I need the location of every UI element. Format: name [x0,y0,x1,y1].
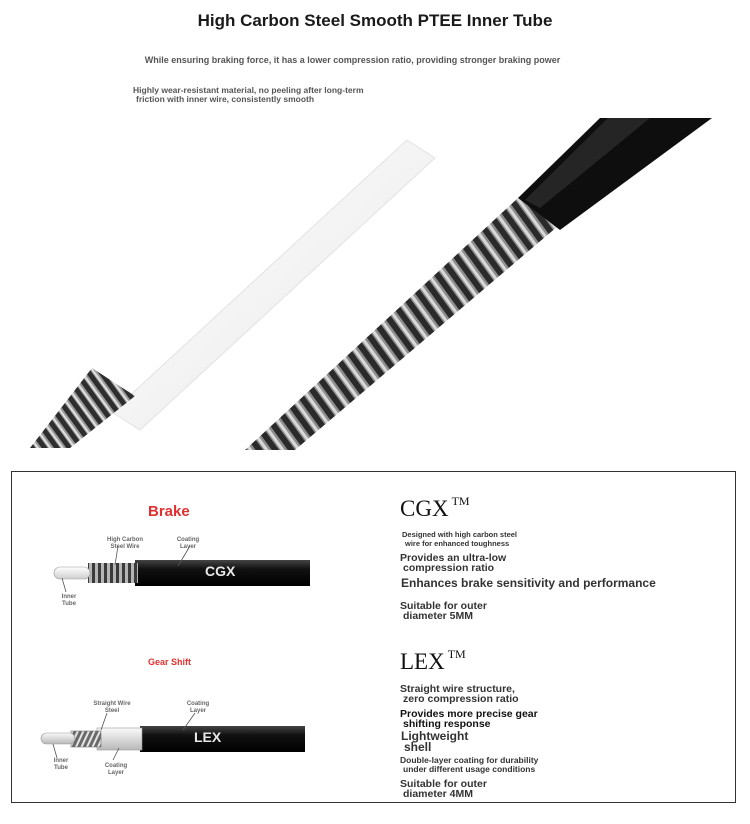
feature-line: under different usage conditions [403,764,536,774]
lex-feature-5 [400,779,487,799]
cgx-feature-2 [400,553,506,573]
callout-label-line: Steel Wire [110,543,140,550]
cgx-feature-4 [400,601,487,621]
material-note-line-2: friction with inner wire, consistently smooth [136,94,315,104]
cgx-inner-tube [54,567,90,579]
ptfe-tube-shape [112,140,435,430]
brake-section-label: Brake [148,503,190,520]
callout-label-line: Coating [176,537,200,543]
callout-label-line: Inner [53,758,69,764]
callout-coating-layer-bottom [96,763,136,776]
lex-cable-text: LEX [194,729,222,745]
callout-inner-tube [44,758,78,771]
callout-label-line: Layer [189,707,206,714]
lex-coating-layer [97,728,142,750]
lex-feature-4 [400,756,538,774]
cgx-feature-3 [401,577,656,589]
feature-line: Enhances brake sensitivity and performance [401,576,656,590]
trademark-symbol: TM [447,647,466,661]
feature-line: diameter 4MM [403,788,474,800]
lex-feature-3 [401,731,468,753]
callout-label-line: High Carbon [107,537,143,543]
callout-label-line: Tube [54,764,68,771]
feature-line: Suitable for outer [400,600,487,612]
feature-line: shifting response [403,718,491,730]
lex-inner-tube [41,733,75,744]
feature-line: Suitable for outer [400,778,487,790]
callout-label-line: Straight Wire [93,701,131,707]
callout-label-line: Tube [62,600,76,607]
feature-line: Provides an ultra-low [400,552,507,564]
cgx-cable-text: CGX [205,563,236,579]
lex-product-name [400,649,466,675]
callout-label-line: Inner [61,594,77,600]
feature-line: Provides more precise gear [400,708,538,720]
callout-inner-tube [52,594,86,607]
callout-label-line: Layer [179,543,196,550]
gear-shift-section-label: Gear Shift [148,657,192,667]
inner-tube-product-image [0,110,750,450]
page-title: High Carbon Steel Smooth PTEE Inner Tube [197,11,553,30]
lex-feature-2 [400,709,538,729]
cgx-coil [88,563,138,583]
feature-line: diameter 5MM [403,610,474,622]
lex-feature-1 [400,684,519,704]
feature-line: Straight wire structure, [400,683,515,695]
callout-coating-layer-top [178,701,218,714]
material-note [133,86,364,104]
callout-high-carbon-steel-wire [100,537,150,550]
feature-line: wire for enhanced toughness [405,539,510,548]
feature-line: compression ratio [403,562,495,574]
callout-coating-layer [168,537,208,550]
callout-label-line: Coating [186,701,210,707]
product-name-text: LEX [400,649,445,674]
callout-label-line: Steel [104,707,120,714]
product-name-text: CGX [400,496,449,521]
cgx-feature-1 [402,530,517,548]
lex-straight-wire [71,731,101,747]
feature-line: shell [404,740,432,754]
lex-jacket [140,726,305,752]
subtitle: While ensuring braking force, it has a lower compression ratio, providing stronger braking power [144,55,561,65]
feature-line: Lightweight [401,729,469,743]
feature-line: Designed with high carbon steel [402,530,518,539]
feature-line: Double-layer coating for durability [400,755,539,765]
material-note-line-1: Highly wear-resistant material, no peeling after long-term [133,85,364,95]
callout-label-line: Coating [104,763,128,769]
trademark-symbol: TM [451,494,470,508]
callout-straight-wire-steel [84,701,140,714]
cgx-product-name [400,496,470,522]
right-steel-coil [245,198,558,450]
callout-label-line: Layer [107,769,124,776]
feature-line: zero compression ratio [403,693,519,705]
left-steel-coil [30,368,135,448]
